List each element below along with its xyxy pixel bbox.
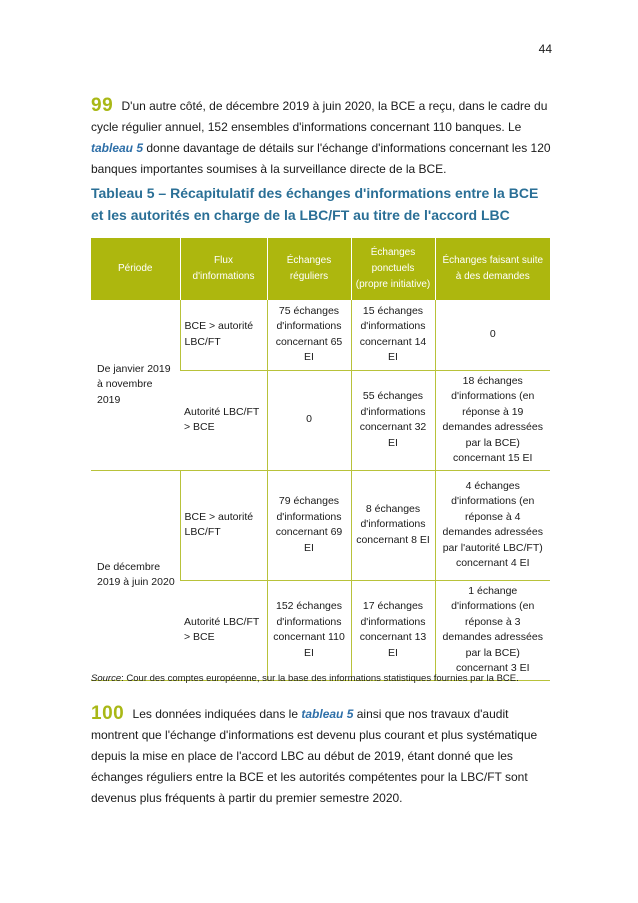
table-cell: 152 échanges d'informations concernant 110 EI	[267, 580, 351, 680]
table-cell: 0	[267, 370, 351, 470]
paragraph-text: Les données indiquées dans le	[132, 707, 299, 721]
table-cell: 0	[435, 300, 550, 370]
table-row	[91, 470, 550, 580]
flux-cell: Autorité LBC/FT > BCE	[180, 580, 267, 680]
exchanges-table	[91, 238, 550, 681]
table-title: Tableau 5 – Récapitulatif des échanges d'informations entre la BCE et les autorités en charge de la LBC/FT au titre de l'accord LBC	[91, 185, 539, 223]
table-cell: 75 échanges d'informations concernant 65 EI	[267, 300, 351, 370]
source-note	[91, 672, 553, 686]
column-header: Échanges réguliers	[267, 238, 351, 300]
table-row	[91, 300, 550, 370]
page-number: 44	[538, 42, 552, 56]
column-header: Échanges faisant suite à des demandes	[435, 238, 550, 300]
paragraph-100	[91, 703, 553, 809]
paragraph-text: ainsi que nos travaux d'audit montrent que l'échange d'informations est devenu plus courant et plus systématique depuis la mise en place de l'accord LBC au début de 2019, étant donné que les échanges réguliers entre la BCE et les autorités compétentes pour la LBC/FT sont devenus plus fréquents à partir du premier semestre 2020.	[91, 707, 538, 805]
flux-cell: BCE > autorité LBC/FT	[180, 300, 267, 370]
flux-cell: Autorité LBC/FT > BCE	[180, 370, 267, 470]
table-cell: 1 échange d'informations (en réponse à 3 demandes adressées par la BCE) concernant 3 EI	[435, 580, 550, 680]
table-reference-link[interactable]: tableau 5	[91, 141, 144, 155]
table-header-row	[91, 238, 550, 300]
paragraph-number: 99	[91, 95, 114, 116]
column-header: Période	[91, 238, 180, 300]
period-cell: De décembre 2019 à juin 2020	[91, 470, 180, 680]
source-label: Source	[91, 673, 122, 684]
period-cell: De janvier 2019 à novembre 2019	[91, 300, 180, 470]
paragraph-text: donne davantage de détails sur l'échange d'informations concernant les 120 banques importantes soumises à la surveillance directe de la BCE.	[91, 141, 551, 176]
table-cell: 8 échanges d'informations concernant 8 EI	[351, 470, 435, 580]
column-header: Flux d'informations	[180, 238, 267, 300]
table-cell: 79 échanges d'informations concernant 69 EI	[267, 470, 351, 580]
source-text: : Cour des comptes européenne, sur la base des informations statistiques fournies par la BCE.	[121, 673, 519, 684]
table-cell: 17 échanges d'informations concernant 13 EI	[351, 580, 435, 680]
table-reference-link[interactable]: tableau 5	[301, 707, 354, 721]
table-cell: 15 échanges d'informations concernant 14 EI	[351, 300, 435, 370]
table-cell: 55 échanges d'informations concernant 32 EI	[351, 370, 435, 470]
table-cell: 18 échanges d'informations (en réponse à 19 demandes adressées par la BCE) concernant 15 EI	[435, 370, 550, 470]
paragraph-99	[91, 95, 553, 180]
table-cell: 4 échanges d'informations (en réponse à 4 demandes adressées par l'autorité LBC/FT) concernant 4 EI	[435, 470, 550, 580]
column-header: Échanges ponctuels (propre initiative)	[351, 238, 435, 300]
flux-cell: BCE > autorité LBC/FT	[180, 470, 267, 580]
paragraph-number: 100	[91, 703, 125, 724]
paragraph-text: D'un autre côté, de décembre 2019 à juin 2020, la BCE a reçu, dans le cadre du cycle régulier annuel, 152 ensembles d'informations concernant 110 banques. Le	[91, 99, 548, 134]
